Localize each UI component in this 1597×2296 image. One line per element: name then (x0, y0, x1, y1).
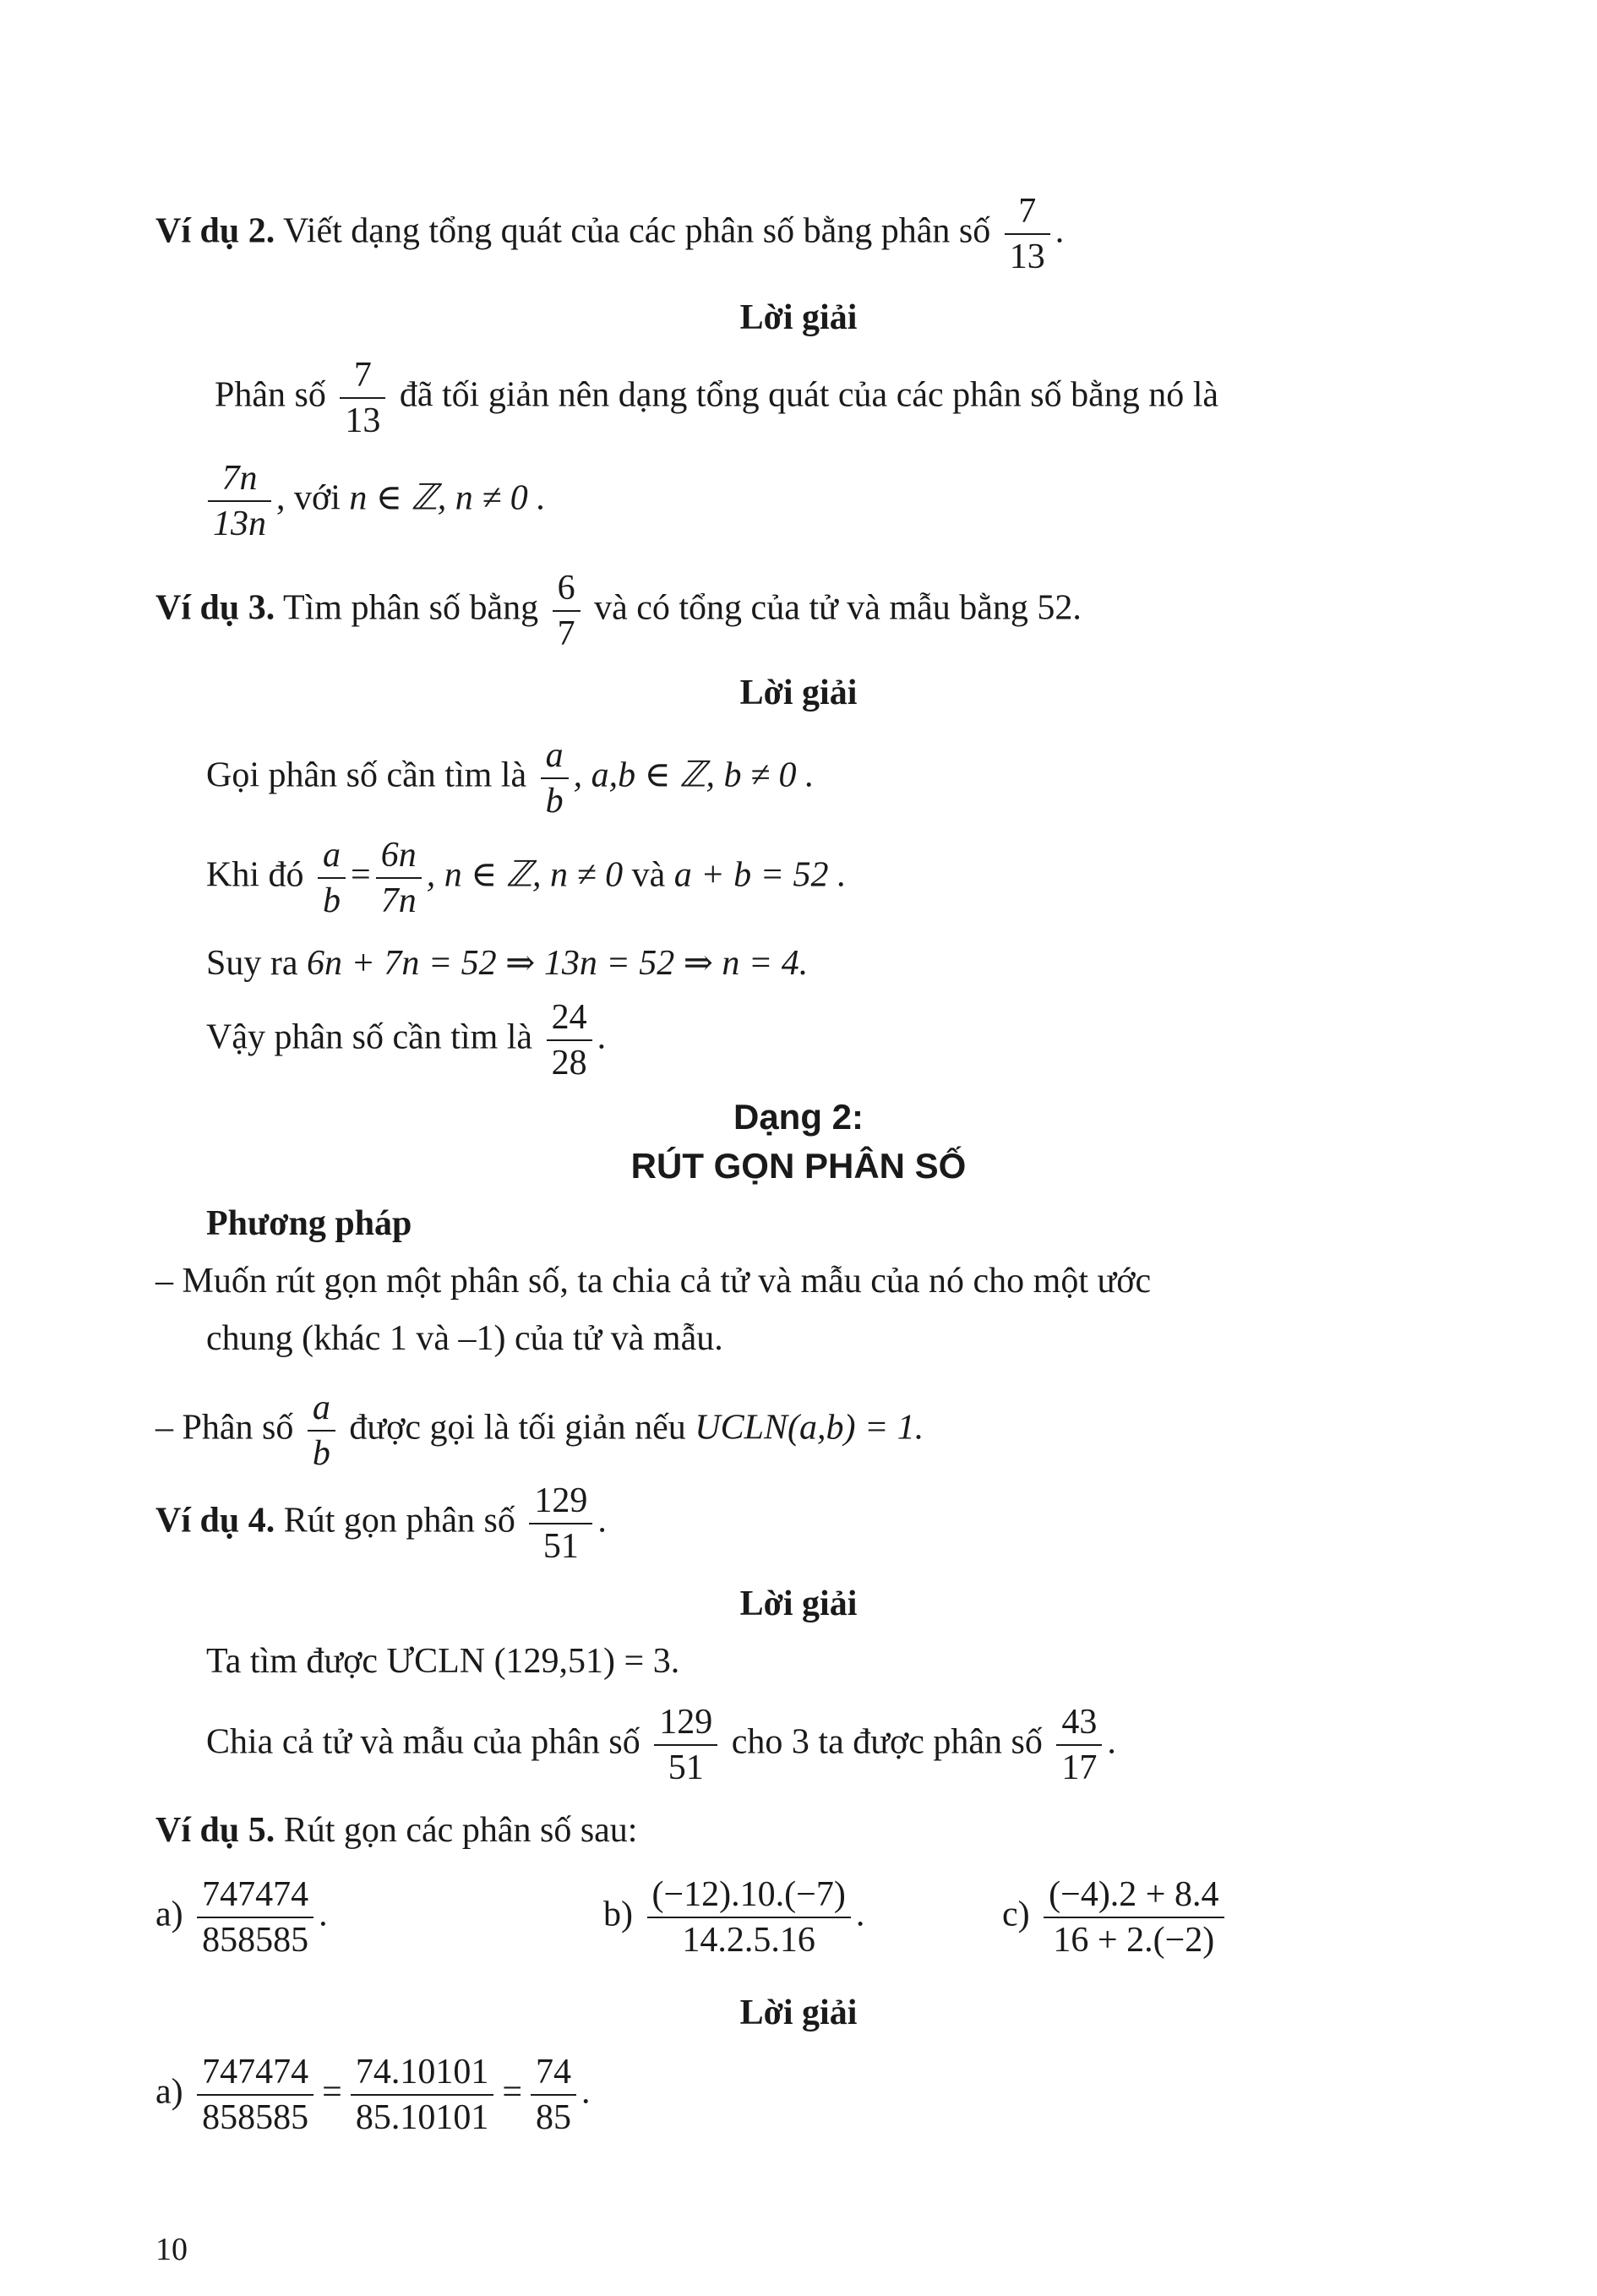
example-5-part-c: c) $\frac{(-4).2 + 8.4}{16 + 2.(-2)}$ (1002, 1873, 1229, 1962)
example-5-solution-a: a) $\frac{747474}{858585}$ = $\frac{74.10101}{85.10101}$ = $\frac{74}{85}$ . (155, 2050, 591, 2140)
example-4-solution-line-2: Chia cả tử và mẫu của phân số $\frac{129}{51}$ cho 3 ta được phân số $\frac{43}{17}$ . (206, 1700, 1116, 1790)
fraction-6-7: $\frac{6}{7}$ (553, 566, 580, 656)
solution-title: Lời giải (739, 1584, 858, 1623)
example-5-statement: Ví dụ 5. Rút gọn các phân số sau: (155, 1811, 638, 1850)
fraction-129-51: $\frac{129}{51}$ (654, 1700, 717, 1790)
fraction-a-b: $\frac{a}{b}$ (541, 734, 569, 823)
example-5-part-b: b) $\frac{(-12).10.(-7)}{14.2.5.16}$ . (603, 1873, 864, 1962)
page-number: 10 (155, 2232, 188, 2267)
fraction-expression-c: $\frac{(-4).2 + 8.4}{16 + 2.(-2)}$ (1044, 1873, 1224, 1962)
example-4-label: Ví dụ 4. (155, 1501, 275, 1541)
fraction-a-b: $\frac{a}{b}$ (308, 1386, 335, 1475)
example-3-label: Ví dụ 3. (155, 588, 275, 628)
method-bullet-1-line-1: – Muốn rút gọn một phân số, ta chia cả tử và mẫu của nó cho một ước (155, 1262, 1152, 1301)
example-2-text: Viết dạng tổng quát của các phân số bằng phân số (282, 211, 991, 251)
solution-title: Lời giải (739, 674, 858, 712)
solution-title: Lời giải (739, 298, 858, 337)
example-5-part-a: a) $\frac{747474}{858585}$ . (155, 1873, 328, 1962)
example-5-label: Ví dụ 5. (155, 1811, 275, 1850)
fraction-7n-13n: $\frac{7n}{13n}$ (208, 456, 271, 546)
example-2-statement: Ví dụ 2. Viết dạng tổng quát của các phân số bằng phân số $\frac{7}{13}$ . (155, 189, 1064, 279)
fraction-a-b: $\frac{a}{b}$ (318, 833, 346, 923)
fraction-74-85: $\frac{74}{85}$ (531, 2050, 576, 2140)
method-bullet-1-line-2: chung (khác 1 và –1) của tử và mẫu. (206, 1319, 723, 1358)
fraction-6n-7n: $\frac{6n}{7n}$ (376, 833, 422, 923)
fraction-24-28: $\frac{24}{28}$ (547, 995, 592, 1085)
fraction-factored: $\frac{74.10101}{85.10101}$ (351, 2050, 494, 2140)
example-2-solution-line-2: $\frac{7n}{13n}$ , với n ∈ ℤ, n ≠ 0 . (203, 456, 546, 546)
example-3-solution-line-4: Vậy phân số cần tìm là $\frac{24}{28}$ . (206, 995, 606, 1085)
example-3-statement: Ví dụ 3. Tìm phân số bằng $\frac{6}{7}$ và có tổng của tử và mẫu bằng 52. (155, 566, 1082, 656)
example-2-label: Ví dụ 2. (155, 211, 275, 251)
example-3-solution-line-3: Suy ra 6n + 7n = 52 ⇒ 13n = 52 ⇒ n = 4. (206, 944, 809, 983)
example-3-solution-line-1: Gọi phân số cần tìm là $\frac{a}{b}$ , a,b ∈ ℤ, b ≠ 0 . (206, 734, 815, 823)
method-title: Phương pháp (206, 1204, 412, 1243)
fraction-129-51: $\frac{129}{51}$ (529, 1479, 592, 1568)
fraction-747474-858585: $\frac{747474}{858585}$ (197, 1873, 313, 1962)
fraction-43-17: $\frac{43}{17}$ (1056, 1700, 1102, 1790)
example-4-statement: Ví dụ 4. Rút gọn phân số $\frac{129}{51}$ . (155, 1479, 607, 1568)
section-heading: Dạng 2: (733, 1097, 864, 1137)
fraction-747474-858585: $\frac{747474}{858585}$ (197, 2050, 313, 2140)
fraction-7-13: $\frac{7}{13}$ (340, 353, 385, 443)
fraction-7-13: $\frac{7}{13}$ (1005, 189, 1050, 279)
section-subheading: RÚT GỌN PHÂN SỐ (630, 1146, 967, 1186)
solution-title: Lời giải (739, 1993, 858, 2032)
example-2-solution-line-1: Phân số $\frac{7}{13}$ đã tối giản nên dạng tổng quát của các phân số bằng nó là (215, 353, 1218, 443)
method-bullet-2: – Phân số $\frac{a}{b}$ được gọi là tối giản nếu UCLN(a,b) = 1. (155, 1386, 924, 1475)
fraction-product-b: $\frac{(-12).10.(-7)}{14.2.5.16}$ (647, 1873, 851, 1962)
example-3-solution-line-2: Khi đó $\frac{a}{b}$ = $\frac{6n}{7n}$ , n ∈ ℤ, n ≠ 0 và a + b = 52 . (206, 833, 846, 923)
example-4-solution-line-1: Ta tìm được ƯCLN (129,51) = 3. (206, 1642, 680, 1681)
